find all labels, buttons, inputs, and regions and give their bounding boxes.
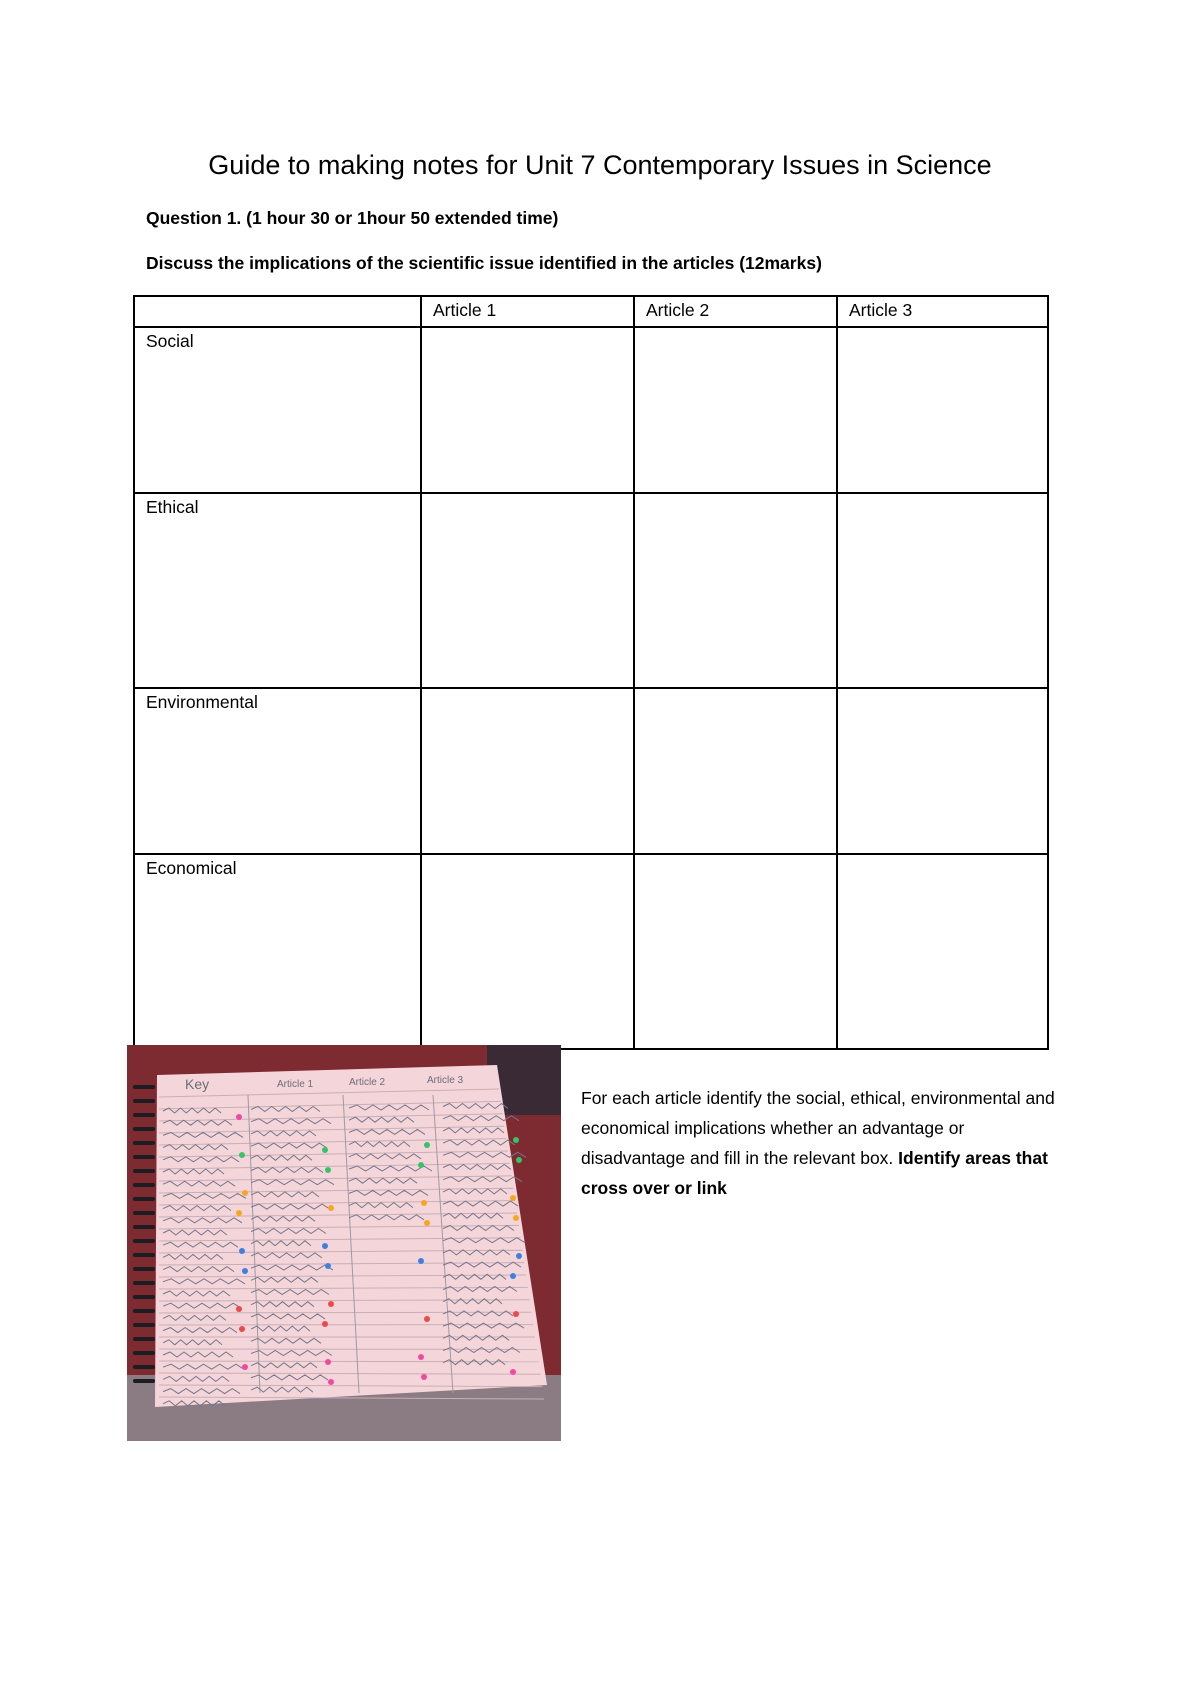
spiral-ring	[133, 1197, 155, 1201]
highlight-dot	[322, 1147, 328, 1153]
highlight-dot	[236, 1306, 242, 1312]
spiral-ring	[133, 1351, 155, 1355]
spiral-ring	[133, 1141, 155, 1145]
table-row-environmental	[134, 688, 1048, 854]
cell-environmental-article-1[interactable]	[421, 688, 634, 854]
highlight-dot	[516, 1253, 522, 1259]
highlight-dot	[513, 1137, 519, 1143]
row-label-environmental: Environmental	[134, 688, 421, 854]
spiral-ring	[133, 1337, 155, 1341]
spiral-ring	[133, 1281, 155, 1285]
highlight-dot	[424, 1220, 430, 1226]
highlight-dot	[510, 1369, 516, 1375]
spiral-ring	[133, 1225, 155, 1229]
cell-ethical-article-1[interactable]	[421, 493, 634, 688]
highlight-dot	[325, 1167, 331, 1173]
highlight-dot	[322, 1321, 328, 1327]
highlight-dot	[421, 1374, 427, 1380]
highlight-dot	[328, 1379, 334, 1385]
photo-header-1: Article 1	[277, 1079, 314, 1090]
highlight-dot	[239, 1248, 245, 1254]
task-instruction: Discuss the implications of the scientific issue identified in the articles (12marks)	[146, 253, 822, 273]
row-label-economical: Economical	[134, 854, 421, 1049]
highlight-dot	[424, 1142, 430, 1148]
instructions-emphasis: Identify areas that cross over or link	[581, 1148, 1048, 1198]
highlight-dot	[418, 1354, 424, 1360]
highlight-dot	[516, 1157, 522, 1163]
highlight-dot	[328, 1205, 334, 1211]
table-header-row	[134, 296, 1048, 327]
highlight-dot	[418, 1162, 424, 1168]
row-label-ethical: Ethical	[134, 493, 421, 688]
highlight-dot	[236, 1114, 242, 1120]
cell-economical-article-2[interactable]	[634, 854, 837, 1049]
spiral-ring	[133, 1379, 155, 1383]
cell-environmental-article-3[interactable]	[837, 688, 1048, 854]
header-article-3: Article 3	[837, 296, 1048, 327]
spiral-ring	[133, 1309, 155, 1313]
spiral-ring	[133, 1267, 155, 1271]
header-article-1: Article 1	[421, 296, 634, 327]
table-row-ethical	[134, 493, 1048, 688]
cell-ethical-article-2[interactable]	[634, 493, 837, 688]
highlight-dot	[513, 1311, 519, 1317]
highlight-dot	[328, 1301, 334, 1307]
highlight-dot	[322, 1243, 328, 1249]
cell-economical-article-1[interactable]	[421, 854, 634, 1049]
spiral-ring	[133, 1253, 155, 1257]
instructions-text	[581, 1083, 1061, 1203]
spiral-ring	[133, 1113, 155, 1117]
spiral-ring	[133, 1295, 155, 1299]
cell-social-article-1[interactable]	[421, 327, 634, 493]
highlight-dot	[510, 1195, 516, 1201]
highlight-dot	[325, 1359, 331, 1365]
cell-social-article-2[interactable]	[634, 327, 837, 493]
highlight-dot	[239, 1326, 245, 1332]
highlight-dot	[242, 1364, 248, 1370]
header-article-2: Article 2	[634, 296, 837, 327]
spiral-ring	[133, 1239, 155, 1243]
spiral-ring	[133, 1099, 155, 1103]
spiral-ring	[133, 1323, 155, 1327]
highlight-dot	[236, 1210, 242, 1216]
spiral-ring	[133, 1085, 155, 1089]
highlight-dot	[325, 1263, 331, 1269]
cell-environmental-article-2[interactable]	[634, 688, 837, 854]
handwritten-notes-photo	[127, 1045, 561, 1441]
highlight-dot	[418, 1258, 424, 1264]
cell-ethical-article-3[interactable]	[837, 493, 1048, 688]
row-label-social: Social	[134, 327, 421, 493]
spiral-ring	[133, 1169, 155, 1173]
question-heading: Question 1. (1 hour 30 or 1hour 50 extended time)	[146, 208, 559, 228]
page-title: Guide to making notes for Unit 7 Contemporary Issues in Science	[208, 150, 992, 180]
highlight-dot	[424, 1316, 430, 1322]
highlight-dot	[513, 1215, 519, 1221]
cell-economical-article-3[interactable]	[837, 854, 1048, 1049]
instructions-body: For each article identify the social, ethical, environmental and economical implications whether an advantage or disadvantage and fill in the relevant box.	[581, 1088, 1055, 1168]
highlight-dot	[239, 1152, 245, 1158]
table-row-social	[134, 327, 1048, 493]
spiral-ring	[133, 1127, 155, 1131]
spiral-ring	[133, 1183, 155, 1187]
spiral-ring	[133, 1365, 155, 1369]
notes-table	[133, 295, 1049, 1050]
photo-header-3: Article 3	[427, 1075, 464, 1086]
highlight-dot	[510, 1273, 516, 1279]
highlight-dot	[421, 1200, 427, 1206]
highlight-dot	[242, 1268, 248, 1274]
table-row-economical	[134, 854, 1048, 1049]
photo-header-2: Article 2	[349, 1077, 386, 1088]
highlight-dot	[242, 1190, 248, 1196]
photo-key-label: Key	[185, 1076, 210, 1092]
cell-social-article-3[interactable]	[837, 327, 1048, 493]
spiral-ring	[133, 1211, 155, 1215]
header-cell-empty	[134, 296, 421, 327]
spiral-ring	[133, 1155, 155, 1159]
